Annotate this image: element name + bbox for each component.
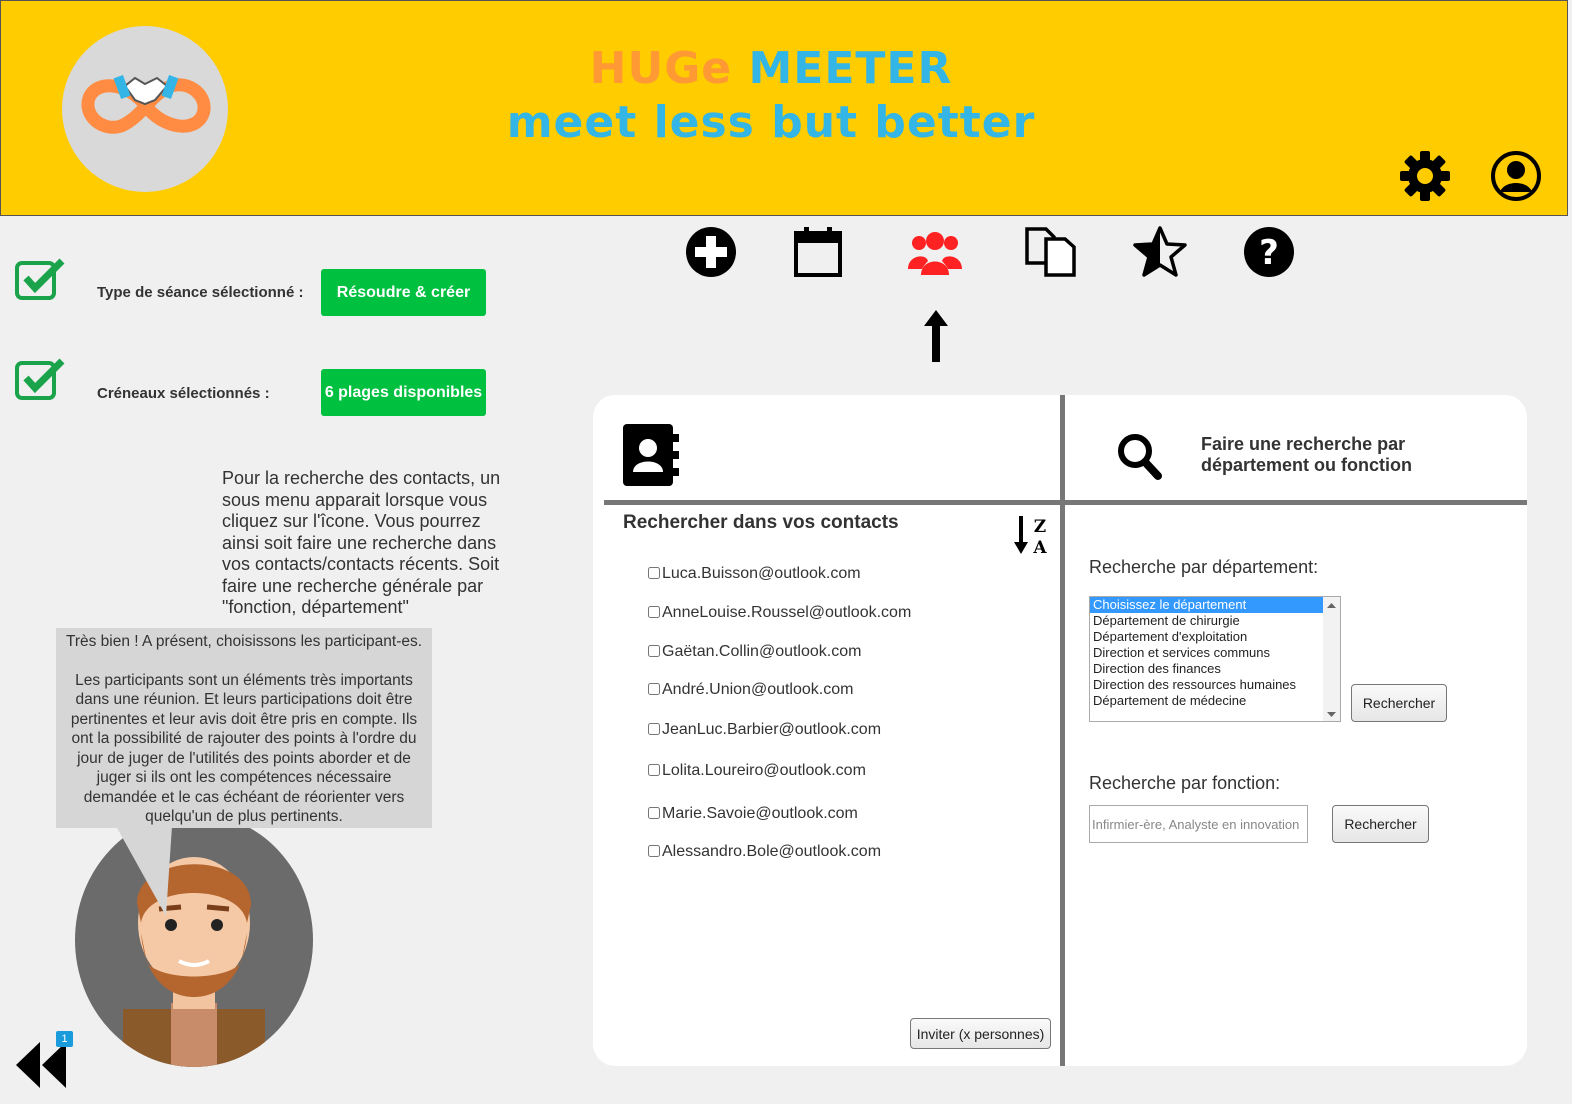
contact-checkbox[interactable] xyxy=(648,645,660,657)
assistant-line2: Les participants sont un éléments très importants dans une réunion. Et leurs participations doit être pertinentes et leur avis doit être pris en compte. Ils ont la possibilité de rajouter des points à l'ordre du jour de juger de l'utilités des points aborder et de juger si ils ont les compétences nécessaire demandée et le cas échéant de réorienter vers quelqu'un de plus pertinents. xyxy=(70,671,418,825)
assistant-line1: Très bien ! A présent, choisissons les participant-es. xyxy=(65,633,423,650)
assistant-speech-bubble xyxy=(56,628,432,828)
bubble-tail xyxy=(116,826,172,921)
contact-item[interactable] xyxy=(648,721,881,739)
function-search-input[interactable]: Infirmier-ère, Analyste en innovation xyxy=(1089,805,1308,843)
contact-email: Alessandro.Bole@outlook.com xyxy=(662,843,882,860)
brand-huge: HUGe xyxy=(589,43,733,94)
contact-email: Gaëtan.Collin@outlook.com xyxy=(662,643,862,660)
slots-label: Créneaux sélectionnés : xyxy=(97,385,270,402)
department-option[interactable]: Département d'exploitation xyxy=(1093,629,1248,644)
checkbox-checked-icon xyxy=(14,358,66,407)
department-option[interactable]: Département de médecine xyxy=(1093,693,1247,708)
department-search-button[interactable]: Rechercher xyxy=(1351,684,1447,722)
function-search-label: Recherche par fonction: xyxy=(1089,773,1281,793)
session-type-label: Type de séance sélectionné : xyxy=(97,284,304,301)
department-option[interactable]: Département de chirurgie xyxy=(1093,613,1240,628)
contact-item[interactable] xyxy=(648,565,861,583)
contact-checkbox[interactable] xyxy=(648,683,660,695)
department-option[interactable]: Choisissez le département xyxy=(1090,597,1323,613)
address-book-icon[interactable] xyxy=(623,424,679,491)
contact-checkbox[interactable] xyxy=(648,723,660,735)
department-option[interactable]: Direction des ressources humaines xyxy=(1093,677,1297,692)
svg-text:?: ? xyxy=(1259,233,1279,273)
contact-checkbox[interactable] xyxy=(648,764,660,776)
rewind-back-icon[interactable] xyxy=(14,1040,66,1095)
department-listbox[interactable] xyxy=(1089,596,1341,722)
search-icon[interactable] xyxy=(1116,432,1162,485)
contact-item[interactable] xyxy=(648,805,858,823)
contact-checkbox[interactable] xyxy=(648,807,660,819)
contact-email: Marie.Savoie@outlook.com xyxy=(662,805,858,822)
brand-meeter: MEETER xyxy=(748,43,953,94)
gear-icon[interactable] xyxy=(1399,150,1451,207)
department-search-label: Recherche par département: xyxy=(1089,557,1319,577)
contact-email: Lolita.Loureiro@outlook.com xyxy=(662,762,866,779)
horizontal-divider xyxy=(604,500,1527,505)
invite-button[interactable]: Inviter (x personnes) xyxy=(910,1018,1051,1049)
department-option[interactable]: Direction et services communs xyxy=(1093,645,1270,660)
explanation-text: Pour la recherche des contacts, un sous menu apparait lorsque vous cliquez sur l'îcone. Vous pourrez ainsi soit faire une recherche dans vos contacts/contacts récents. Soit faire une recherche générale par "fonction, département" xyxy=(222,468,501,617)
svg-text:Z: Z xyxy=(1033,517,1047,537)
slots-button[interactable]: 6 plages disponibles xyxy=(321,369,486,416)
contact-item[interactable] xyxy=(648,643,861,661)
svg-text:A: A xyxy=(1033,538,1047,556)
star-half-icon[interactable] xyxy=(1133,225,1187,279)
contact-item[interactable] xyxy=(648,762,866,780)
contact-item[interactable] xyxy=(648,681,853,699)
contact-checkbox[interactable] xyxy=(648,567,660,579)
question-circle-icon[interactable] xyxy=(1242,225,1296,279)
assistant-avatar xyxy=(75,813,313,1067)
plus-circle-icon[interactable] xyxy=(684,225,738,279)
session-type-button[interactable]: Résoudre & créer xyxy=(321,269,486,316)
function-search-button[interactable]: Rechercher xyxy=(1332,805,1429,843)
app-header xyxy=(0,0,1568,216)
tagline: meet less but better xyxy=(506,97,1036,148)
contact-item[interactable] xyxy=(648,604,911,622)
contact-item[interactable] xyxy=(648,843,881,861)
contact-email: Luca.Buisson@outlook.com xyxy=(662,565,861,582)
contact-checkbox[interactable] xyxy=(648,606,660,618)
brand xyxy=(471,41,1071,149)
arrow-up-icon xyxy=(922,310,950,367)
checkbox-checked-icon xyxy=(14,258,66,307)
logo xyxy=(62,26,228,192)
contact-checkbox[interactable] xyxy=(648,845,660,857)
listbox-scrollbar[interactable] xyxy=(1323,597,1340,721)
calendar-icon[interactable] xyxy=(792,225,846,279)
user-account-icon[interactable] xyxy=(1490,150,1542,207)
department-option[interactable]: Direction des finances xyxy=(1093,661,1221,676)
contact-email: AnneLouise.Roussel@outlook.com xyxy=(662,604,912,621)
search-heading: Faire une recherche par département ou fonction xyxy=(1201,434,1412,475)
documents-icon[interactable] xyxy=(1024,225,1078,279)
users-icon[interactable] xyxy=(908,225,962,279)
sort-desc-icon[interactable] xyxy=(1013,514,1053,561)
vertical-divider xyxy=(1060,395,1065,1066)
contact-email: JeanLuc.Barbier@outlook.com xyxy=(662,721,882,738)
contact-email: André.Union@outlook.com xyxy=(662,681,854,698)
contacts-title: Rechercher dans vos contacts xyxy=(623,512,899,533)
infinity-handshake-icon xyxy=(75,66,217,146)
notification-badge: 1 xyxy=(56,1031,73,1047)
